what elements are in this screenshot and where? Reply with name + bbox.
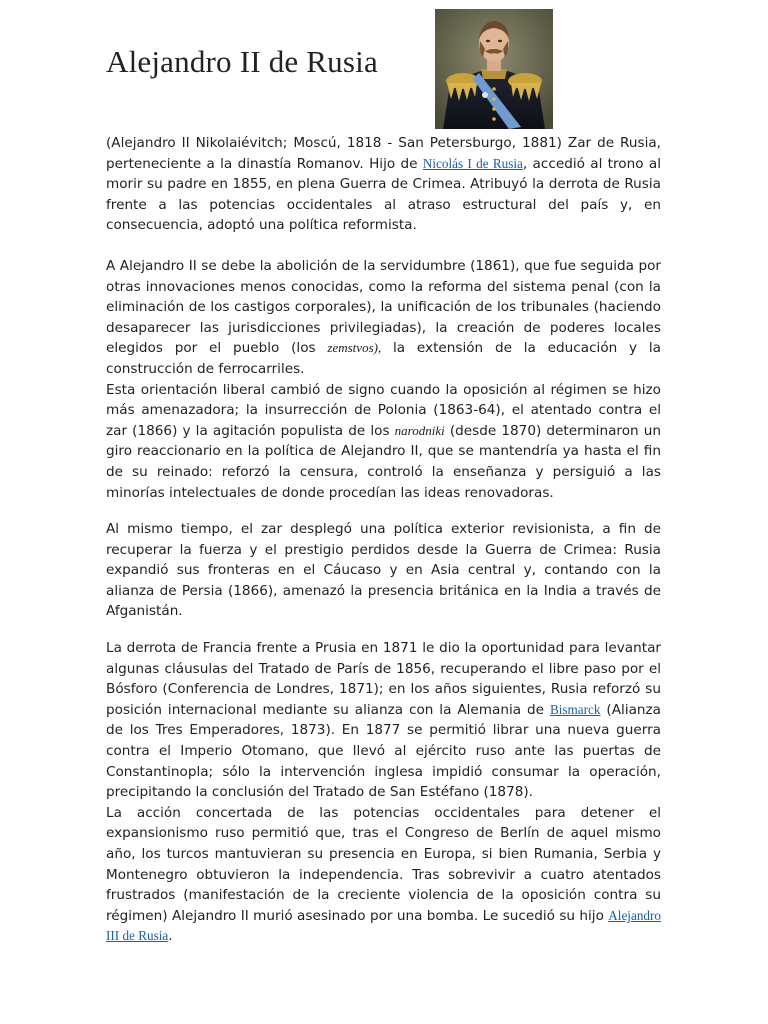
link-alejandro-iii[interactable]: Alejandro III de Rusia: [106, 907, 661, 944]
paragraph-2: A Alejandro II se debe la abolición de la servidumbre (1861), que fue seguida por otras innovaciones menos conocidas, como la reforma del sistema penal (con la eliminación de los castigos corporales), la unificación de los tribunales (haciendo desaparecer las jurisdicciones privilegiadas), la creación de poderes locales elegidos por el pueblo (los zemstvos), la extensión de la educación y la construcción de ferrocarriles.: [106, 257, 661, 377]
article-body: [106, 133, 661, 947]
paragraph-5: La derrota de Francia frente a Prusia en 1871 le dio la oportunidad para levantar algunas cláusulas del Tratado de París de 1856, recuperando el libre paso por el Bósforo (Conferencia de Londres, 1871); en los años siguientes, Rusia reforzó su posición internacional mediante su alianza con la Alemania de Bismarck (Alianza de los Tres Emperadores, 1873). En 1877 se permitió librar una nueva guerra contra el Imperio Otomano, que llevó al ejército ruso ante las puertas de Constantinopla; sólo la intervención inglesa impidió consumar la operación, precipitando la conclusión del Tratado de San Estéfano (1878).: [106, 640, 662, 801]
page-title: Alejandro II de Rusia: [106, 44, 378, 79]
link-nicolas-i[interactable]: Nicolás I de Rusia: [422, 155, 523, 171]
paragraph-3: Esta orientación liberal cambió de signo cuando la oposición al régimen se hizo más amenazadora; la insurrección de Polonia (1863-64), el atentado contra el zar (1866) y la agitación populista de los narodniki (desde 1870) determinaron un giro reaccionario en la política de Alejandro II, que se mantendría ya hasta el fin de su reinado: reforzó la censura, controló la enseñanza y persiguió a las minorías intelectuales de donde procedían las ideas renovadoras.: [106, 381, 661, 501]
link-bismarck[interactable]: Bismarck: [549, 701, 601, 717]
paragraph-4: Al mismo tiempo, el zar desplegó una política exterior revisionista, a fin de recuperar la fuerza y el prestigio perdidos desde la Guerra de Crimea: Rusia expandió sus fronteras en el Cáucaso y en Asia central y, contando con la alianza de Persia (1866), amenazó la presencia británica en la India a través de Afganistán.: [106, 521, 661, 620]
paragraph-6: La acción concertada de las potencias occidentales para detener el expansionismo ruso permitió que, tras el Congreso de Berlín de aquel mismo año, los turcos mantuvieran su presencia en Europa, si bien Rumania, Serbia y Montenegro obtuvieron la independencia. Tras sobrevivir a cuatro atentados frustrados (manifestación de la creciente violencia de la oposición contra su régimen) Alejandro II murió asesinado por una bomba. Le sucedió su hijo Alejandro III de Rusia.: [106, 804, 661, 945]
paragraph-1: (Alejandro II Nikolaiévitch; Moscú, 1818 - San Petersburgo, 1881) Zar de Rusia, perteneciente a la dinastía Romanov. Hijo de Nicolás I de Rusia, accedió al trono al morir su padre en 1855, en plena Guerra de Crimea. Atribuyó la derrota de Rusia frente a las potencias occidentales al atraso estructural del país y, en consecuencia, adoptó una política reformista.: [106, 135, 661, 234]
term-narodniki: narodniki: [394, 422, 445, 438]
term-zemstvos: zemstvos),: [327, 340, 382, 356]
portrait-image: [435, 9, 553, 129]
